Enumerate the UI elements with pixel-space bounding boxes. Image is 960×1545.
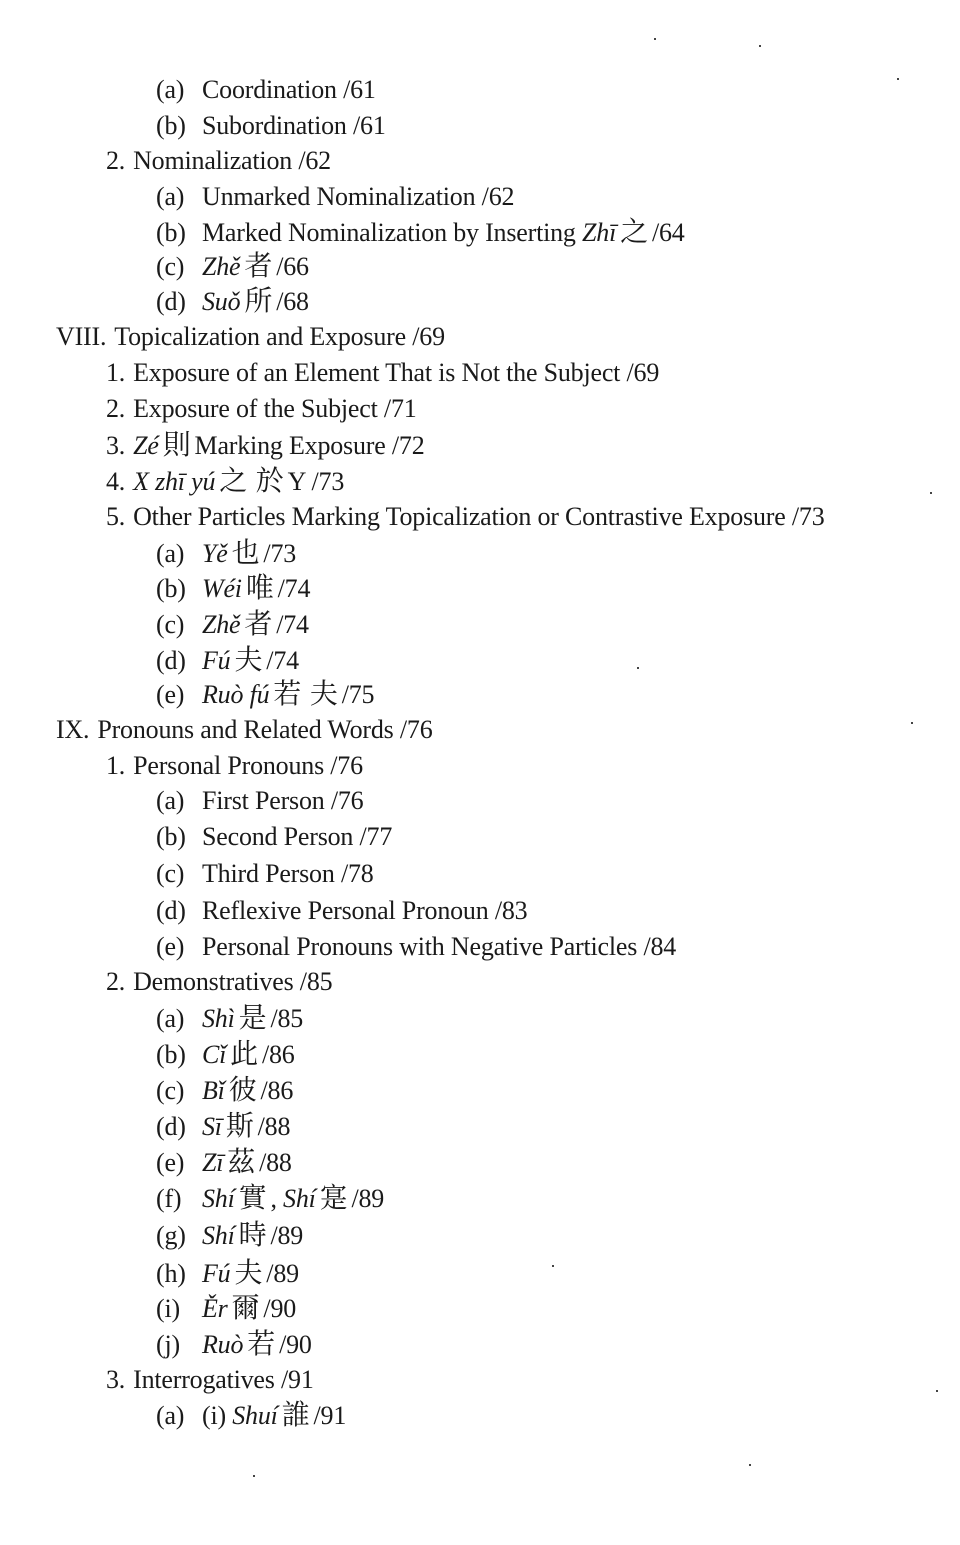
toc-text: Marking Exposure /72 <box>194 431 425 460</box>
toc-subsection <box>156 1220 303 1251</box>
toc-text: Y /73 <box>287 467 345 496</box>
chinese-characters: 者 <box>244 249 273 282</box>
toc-subsection <box>156 1258 299 1289</box>
scan-speck <box>911 722 913 724</box>
toc-text: Exposure of an Element That is Not the Subject /69 <box>133 358 660 387</box>
toc-text: /86 <box>260 1076 294 1105</box>
toc-text: Third Person /78 <box>202 859 374 888</box>
toc-text: Subordination /61 <box>202 111 386 140</box>
toc-text: Other Particles Marking Topicalization or Contrastive Exposure /73 <box>133 502 825 531</box>
toc-marker: 3. <box>106 1365 126 1394</box>
toc-text: Exposure of the Subject /71 <box>133 394 417 423</box>
toc-marker: (b) <box>156 574 186 603</box>
pinyin-term: Zhī <box>582 218 617 247</box>
toc-text: /68 <box>276 287 309 316</box>
toc-section <box>106 1365 314 1395</box>
pinyin-term: Zhě <box>202 610 241 639</box>
toc-section <box>106 358 659 388</box>
scan-speck <box>253 1475 255 1477</box>
toc-subsection <box>156 896 527 926</box>
toc-subsection <box>156 932 676 962</box>
toc-marker: VIII. <box>56 322 107 351</box>
toc-marker: (e) <box>156 932 185 961</box>
toc-subsection <box>156 1111 290 1142</box>
toc-text: First Person /76 <box>202 786 364 815</box>
toc-text: Unmarked Nominalization /62 <box>202 182 515 211</box>
toc-chapter <box>56 322 445 352</box>
toc-text: Second Person /77 <box>202 822 393 851</box>
toc-subsection <box>156 859 374 889</box>
pinyin-term: Bǐ <box>202 1076 225 1105</box>
pinyin-term: Yě <box>202 539 228 568</box>
chinese-characters: 茲 <box>227 1145 256 1178</box>
toc-marker: 2. <box>106 967 126 996</box>
pinyin-term: Fú <box>202 646 231 675</box>
toc-subsection <box>156 573 310 604</box>
toc-section <box>106 430 425 461</box>
toc-subsection <box>156 1329 312 1360</box>
toc-text: /66 <box>276 252 309 281</box>
toc-text: /91 <box>313 1401 347 1430</box>
toc-section <box>106 394 417 424</box>
toc-subsection <box>156 609 309 640</box>
chinese-characters: 時 <box>238 1218 267 1251</box>
toc-marker: 2. <box>106 146 126 175</box>
toc-marker: (a) <box>156 539 185 568</box>
toc-subsection <box>156 1183 384 1214</box>
toc-marker: (d) <box>156 646 186 675</box>
chinese-characters: 爾 <box>231 1291 260 1324</box>
toc-subsection <box>156 1147 292 1178</box>
toc-text: /73 <box>263 539 297 568</box>
toc-subsection <box>156 1400 346 1431</box>
toc-text: , <box>270 1184 284 1213</box>
toc-subsection <box>156 75 376 105</box>
toc-text: (i) <box>202 1401 233 1430</box>
chinese-characters: 實 <box>238 1181 267 1214</box>
pinyin-term: Ěr <box>202 1294 228 1323</box>
chinese-characters: 則 <box>162 428 191 461</box>
toc-text: Reflexive Personal Pronoun /83 <box>202 896 528 925</box>
pinyin-term: Ruò fú <box>202 680 270 709</box>
chinese-characters: 夫 <box>234 1256 263 1289</box>
toc-marker: (b) <box>156 1040 186 1069</box>
toc-section <box>106 967 332 997</box>
toc-marker: 3. <box>106 431 126 460</box>
toc-marker: (b) <box>156 218 186 247</box>
pinyin-term: Suǒ <box>202 287 241 316</box>
chinese-characters: 夫 <box>234 643 263 676</box>
toc-subsection <box>156 645 299 676</box>
toc-subsection <box>156 679 374 710</box>
pinyin-term: Ruò <box>202 1330 244 1359</box>
chinese-characters: 若 <box>247 1327 276 1360</box>
toc-subsection <box>156 1075 293 1106</box>
pinyin-term: Sī <box>202 1112 222 1141</box>
pinyin-term: Shuí <box>232 1401 278 1430</box>
toc-text: Pronouns and Related Words /76 <box>97 715 433 744</box>
toc-subsection <box>156 1293 296 1324</box>
toc-marker: (a) <box>156 786 185 815</box>
pinyin-term: Shí <box>202 1221 235 1250</box>
pinyin-term: Fú <box>202 1259 231 1288</box>
toc-subsection <box>156 217 685 248</box>
toc-marker: (a) <box>156 75 185 104</box>
chinese-characters: 之 於 <box>219 464 284 497</box>
toc-marker: 1. <box>106 358 126 387</box>
toc-marker: (a) <box>156 1401 185 1430</box>
toc-chapter <box>56 715 433 745</box>
pinyin-term: X zhī yú <box>133 467 216 496</box>
scan-speck <box>654 38 656 40</box>
toc-marker: (c) <box>156 252 185 281</box>
chinese-characters: 是 <box>238 1001 267 1034</box>
toc-section <box>106 502 825 532</box>
chinese-characters: 誰 <box>281 1398 310 1431</box>
toc-marker: (e) <box>156 680 185 709</box>
chinese-characters: 所 <box>244 284 273 317</box>
pinyin-term: Zé <box>133 431 159 460</box>
chinese-characters: 寔 <box>319 1181 348 1214</box>
toc-subsection <box>156 111 386 141</box>
toc-text: /89 <box>351 1184 385 1213</box>
toc-marker: (i) <box>156 1294 180 1323</box>
toc-text: /74 <box>266 646 299 675</box>
toc-marker: (c) <box>156 610 185 639</box>
toc-text: Personal Pronouns /76 <box>133 751 363 780</box>
pinyin-term: Shí <box>283 1184 316 1213</box>
toc-marker: 5. <box>106 502 126 531</box>
chinese-characters: 彼 <box>228 1073 257 1106</box>
toc-marker: 4. <box>106 467 126 496</box>
pinyin-term: Shì <box>202 1004 235 1033</box>
chinese-characters: 斯 <box>225 1109 254 1142</box>
scan-speck <box>930 492 932 494</box>
toc-marker: (j) <box>156 1330 180 1359</box>
pinyin-term: Wéi <box>202 574 242 603</box>
scan-speck <box>552 1265 554 1267</box>
toc-subsection <box>156 1003 303 1034</box>
toc-marker: IX. <box>56 715 90 744</box>
chinese-characters: 若 夫 <box>273 677 338 710</box>
toc-marker: (b) <box>156 111 186 140</box>
toc-text: /74 <box>276 610 309 639</box>
toc-text: /88 <box>259 1148 292 1177</box>
toc-marker: 1. <box>106 751 126 780</box>
toc-text: /90 <box>279 1330 312 1359</box>
scan-speck <box>936 1390 938 1392</box>
chinese-characters: 也 <box>231 536 260 569</box>
toc-text: /90 <box>263 1294 297 1323</box>
pinyin-term: Cǐ <box>202 1040 227 1069</box>
toc-section <box>106 751 363 781</box>
toc-text: /74 <box>277 574 311 603</box>
toc-marker: (h) <box>156 1259 186 1288</box>
toc-text: Topicalization and Exposure /69 <box>114 322 445 351</box>
toc-marker: (c) <box>156 1076 185 1105</box>
toc-text: /85 <box>270 1004 304 1033</box>
toc-section <box>106 146 331 176</box>
pinyin-term: Zī <box>202 1148 224 1177</box>
toc-subsection <box>156 182 514 212</box>
chinese-characters: 此 <box>230 1037 258 1070</box>
toc-marker: (g) <box>156 1221 186 1250</box>
toc-text: /89 <box>270 1221 304 1250</box>
toc-text: /75 <box>341 680 375 709</box>
toc-text: Interrogatives /91 <box>133 1365 314 1394</box>
toc-subsection <box>156 822 392 852</box>
chinese-characters: 之 <box>620 215 648 248</box>
scan-speck <box>637 667 639 669</box>
toc-text: /86 <box>261 1040 295 1069</box>
toc-text: Nominalization /62 <box>133 146 331 175</box>
toc-subsection <box>156 538 296 569</box>
toc-marker: (d) <box>156 287 186 316</box>
toc-marker: (a) <box>156 182 185 211</box>
toc-subsection <box>156 1039 295 1070</box>
scan-speck <box>749 1464 751 1466</box>
toc-marker: (a) <box>156 1004 185 1033</box>
pinyin-term: Zhě <box>202 252 241 281</box>
toc-subsection <box>156 786 363 816</box>
toc-marker: (b) <box>156 822 186 851</box>
toc-marker: 2. <box>106 394 126 423</box>
toc-text: /89 <box>266 1259 299 1288</box>
toc-text: /64 <box>651 218 685 247</box>
toc-subsection <box>156 251 309 282</box>
toc-text: Coordination /61 <box>202 75 376 104</box>
toc-section <box>106 466 344 497</box>
toc-marker: (d) <box>156 896 186 925</box>
scan-speck <box>759 45 761 47</box>
toc-text: Demonstratives /85 <box>133 967 333 996</box>
toc-subsection <box>156 286 309 317</box>
chinese-characters: 者 <box>244 607 273 640</box>
toc-text: Marked Nominalization by Inserting <box>202 218 583 247</box>
toc-text: /88 <box>257 1112 291 1141</box>
chinese-characters: 唯 <box>245 571 274 604</box>
pinyin-term: Shí <box>202 1184 235 1213</box>
toc-marker: (c) <box>156 859 185 888</box>
toc-marker: (d) <box>156 1112 186 1141</box>
toc-marker: (f) <box>156 1184 182 1213</box>
scan-speck <box>897 78 899 80</box>
toc-marker: (e) <box>156 1148 185 1177</box>
toc-text: Personal Pronouns with Negative Particles /84 <box>202 932 677 961</box>
